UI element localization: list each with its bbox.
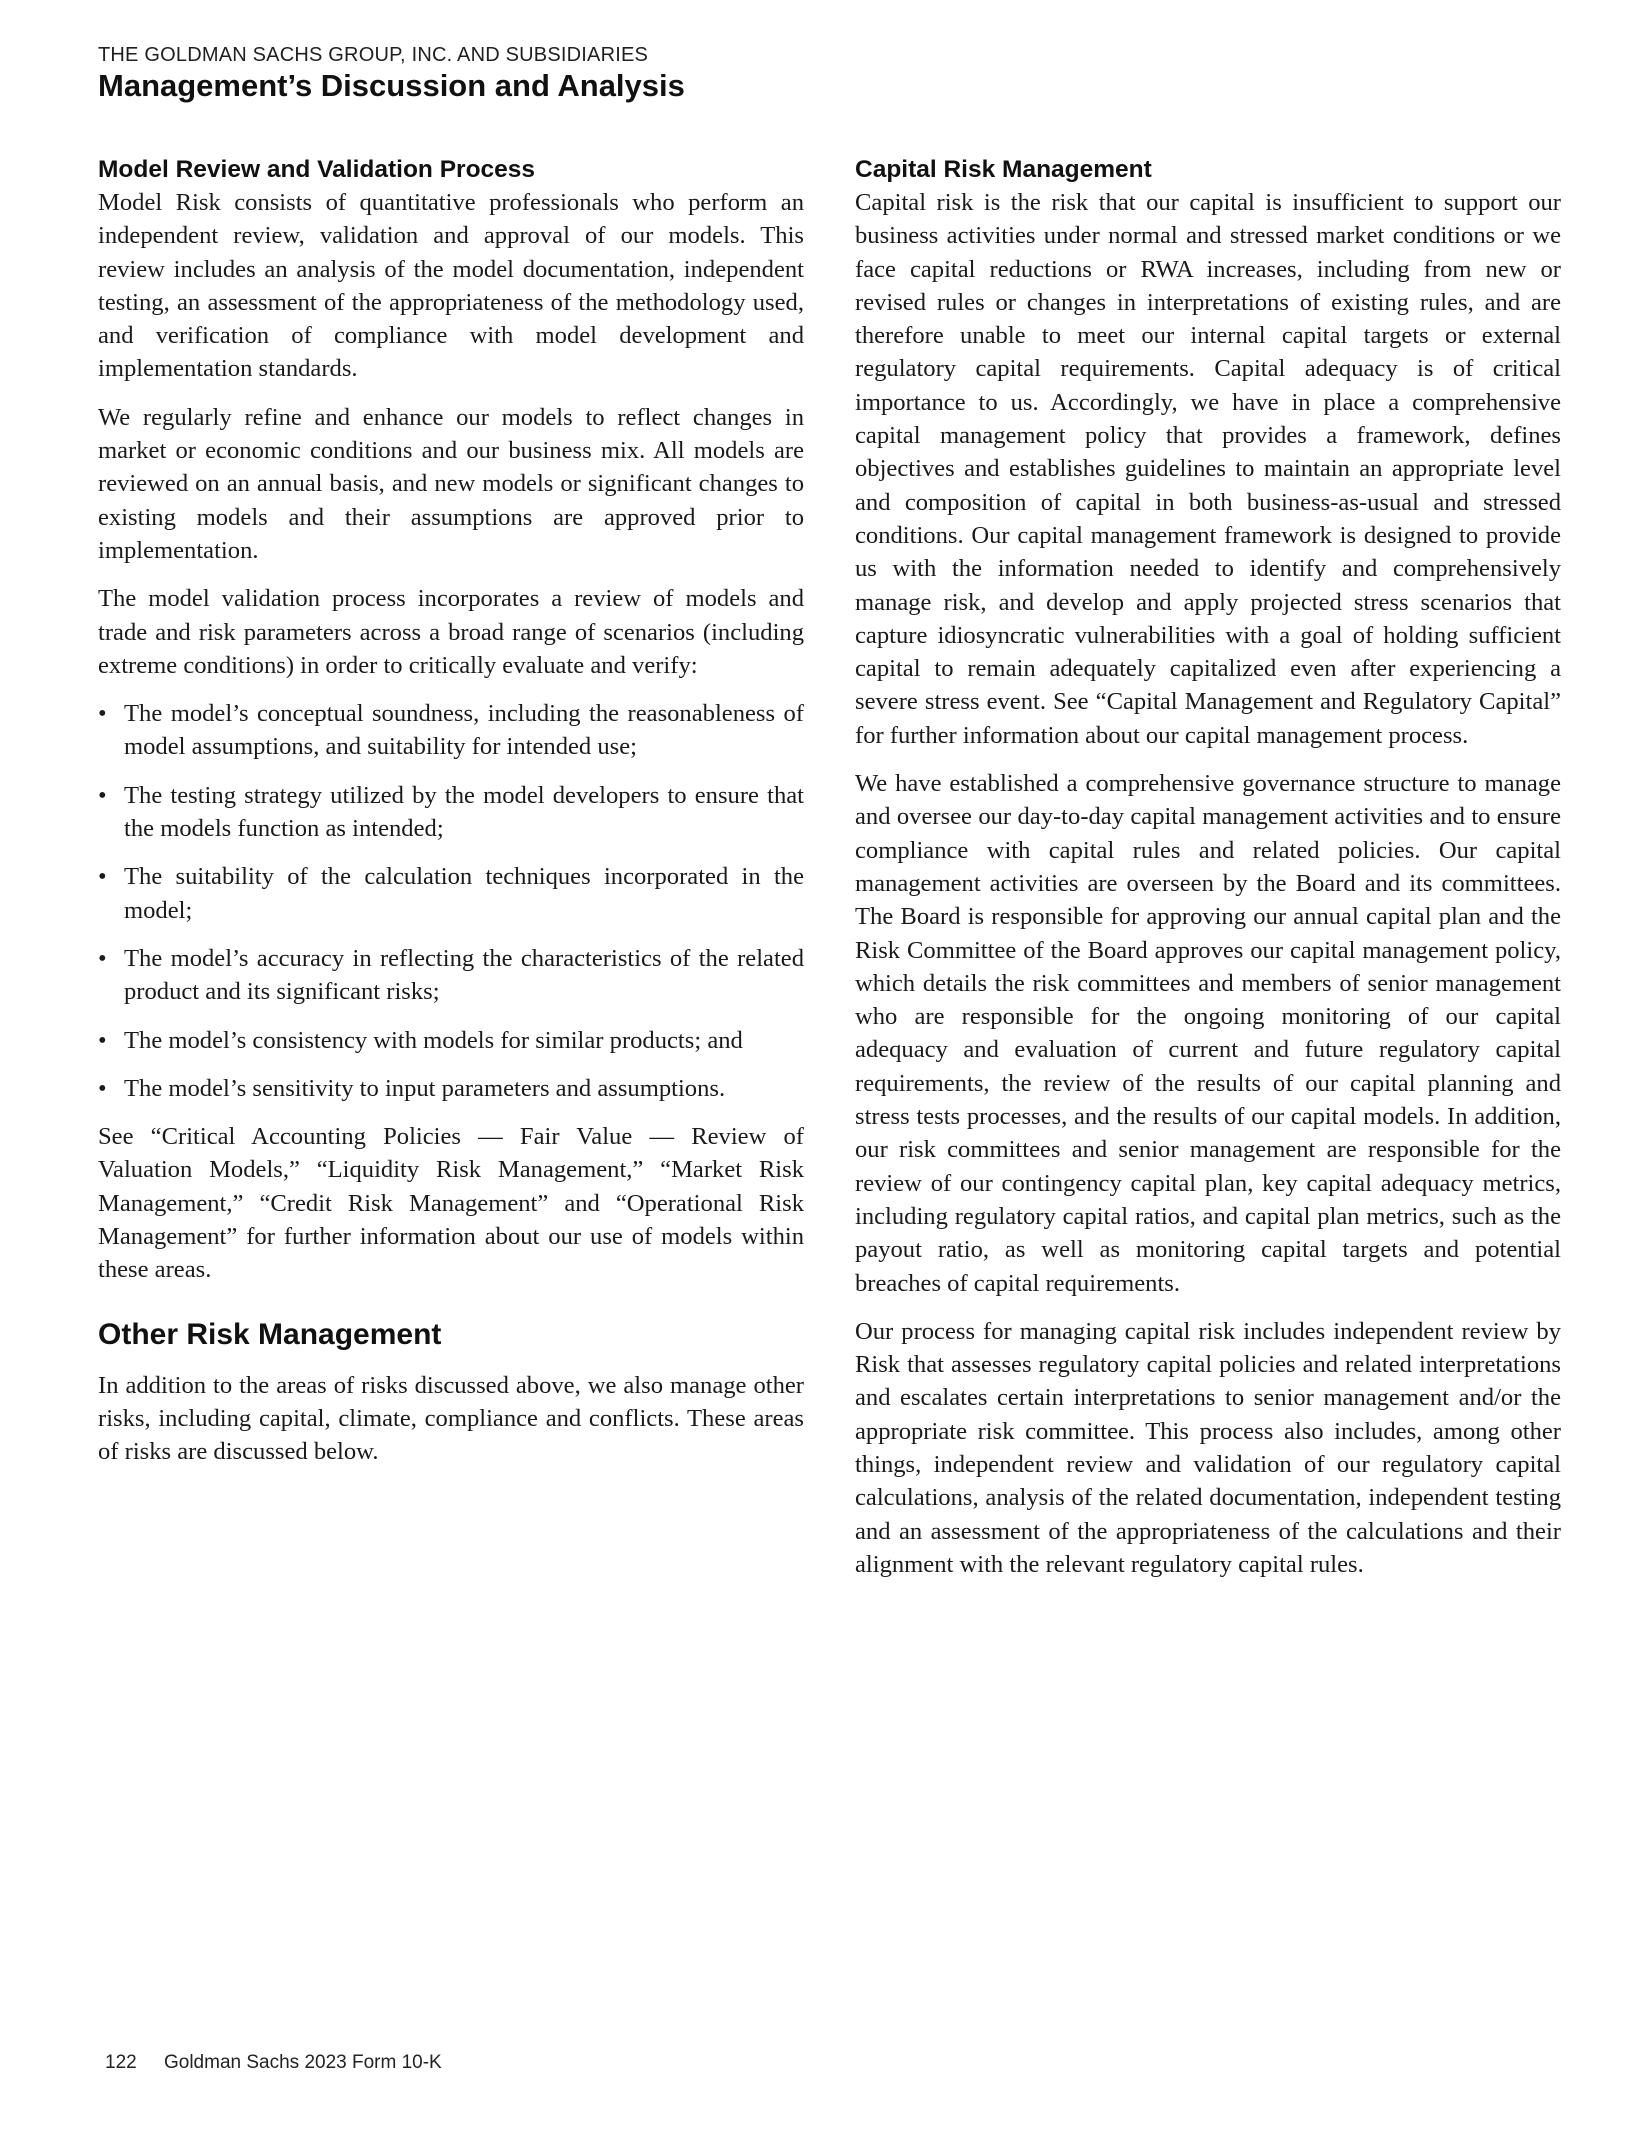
section-heading-model-review: Model Review and Validation Process [98, 156, 536, 183]
model-review-section [98, 153, 804, 1287]
bullet-icon: • [98, 700, 107, 728]
list-item [98, 697, 804, 764]
paragraph: In addition to the areas of risks discussed above, we also manage other risks, including capital, climate, compliance and conflicts. These areas of risks are discussed below. [98, 1371, 804, 1466]
validation-criteria-list [98, 697, 804, 1105]
paragraph: We regularly refine and enhance our models to reflect changes in market or economic conditions and our business mix. All models are reviewed on an annual basis, and new models or significant changes to existing models and their assumptions are approved prior to implementation. [98, 403, 804, 564]
footer-document-name: Goldman Sachs 2023 Form 10-K [163, 2052, 442, 2073]
paragraph: Our process for managing capital risk includes independent review by Risk that assesses regulatory capital policies and related interpretations and escalates certain interpretations to senior management and/or the appropriate risk committee. This process also includes, among other things, independent review and validation of our regulatory capital calculations, analysis of the related documentation, independent testing and an assessment of the appropriateness of the calculations and their alignment with the relevant regulatory capital rules. [855, 1317, 1561, 1578]
list-item [98, 942, 804, 1009]
list-item-text: The model’s sensitivity to input parameters and assumptions. [124, 1074, 726, 1102]
list-item-text: The model’s consistency with models for similar products; and [124, 1026, 743, 1054]
left-column [98, 153, 804, 1484]
paragraph: We have established a comprehensive governance structure to manage and oversee our day-to-day capital management activities and to ensure compliance with capital rules and related policies. Our capital management activities are overseen by the Board and its committees. The Board is responsible for approving our annual capital plan and the Risk Committee of the Board approves our capital management policy, which details the risk committees and members of senior management who are responsible for the ongoing monitoring of our capital adequacy and evaluation of current and future regulatory capital requirements, the review of the results of our capital planning and stress tests processes, and the results of our capital models. In addition, our risk committees and senior management are responsible for the review of our contingency capital plan, key capital adequacy metrics, including regulatory capital ratios, and capital plan metrics, such as the payout ratio, as well as monitoring capital targets and potential breaches of capital requirements. [855, 770, 1561, 1297]
paragraph: Model Risk consists of quantitative professionals who perform an independent review, validation and approval of our models. This review includes an analysis of the model documentation, independent testing, an assessment of the appropriateness of the methodology used, and verification of compliance with model development and implementation standards. [98, 189, 804, 383]
list-item-text: The model’s conceptual soundness, including the reasonableness of model assumptions, and suitability for intended use; [124, 700, 804, 761]
list-item-text: The suitability of the calculation techniques incorporated in the model; [124, 863, 804, 924]
list-item-text: The testing strategy utilized by the model developers to ensure that the models function as intended; [124, 781, 804, 843]
list-item [98, 1024, 804, 1057]
page-title: Management’s Discussion and Analysis [98, 68, 685, 103]
other-risk-section [98, 1315, 804, 1469]
list-item-text: The model’s accuracy in reflecting the characteristics of the related product and its significant risks; [124, 944, 804, 1006]
paragraph: The model validation process incorporates a review of models and trade and risk parameters across a broad range of scenarios (including extreme conditions) in order to critically evaluate and verify: [98, 585, 804, 679]
company-name: THE GOLDMAN SACHS GROUP, INC. AND SUBSIDIARIES [98, 44, 649, 66]
section-heading-other-risk: Other Risk Management [98, 1317, 442, 1351]
list-item [98, 779, 804, 846]
page-number: 122 [105, 2052, 137, 2073]
capital-risk-section [855, 153, 1561, 1581]
list-item [98, 1072, 804, 1105]
bullet-icon: • [98, 1074, 107, 1102]
section-heading-capital-risk: Capital Risk Management [855, 156, 1152, 183]
bullet-icon: • [98, 944, 107, 972]
bullet-icon: • [98, 863, 107, 891]
list-item [98, 860, 804, 927]
paragraph: Capital risk is the risk that our capital is insufficient to support our business activities under normal and stressed market conditions or we face capital reductions or RWA increases, including from new or revised rules or changes in interpretations of existing rules, and are therefore unable to meet our internal capital targets or external regulatory capital requirements. Capital adequacy is of critical importance to us. Accordingly, we have in place a comprehensive capital management policy that provides a framework, defines objectives and establishes guidelines to maintain an appropriate level and composition of capital in both business-as-usual and stressed conditions. Our capital management framework is designed to provide us with the information needed to identify and comprehensively manage risk, and develop and apply projected stress scenarios that capture idiosyncratic vulnerabilities with a goal of holding sufficient capital to remain adequately capitalized even after experiencing a severe stress event. See “Capital Management and Regulatory Capital” for further information about our capital management process. [855, 189, 1561, 749]
page-footer [105, 2052, 442, 2074]
right-column [855, 153, 1561, 1596]
bullet-icon: • [98, 781, 107, 809]
paragraph-cross-references: See “Critical Accounting Policies — Fair Value — Review of Valuation Models,” “Liquidity Risk Management,” “Market Risk Management,” “Credit Risk Management” and “Operational Risk Management” for further information about our use of models within these areas. [98, 1123, 804, 1284]
bullet-icon: • [98, 1026, 107, 1054]
